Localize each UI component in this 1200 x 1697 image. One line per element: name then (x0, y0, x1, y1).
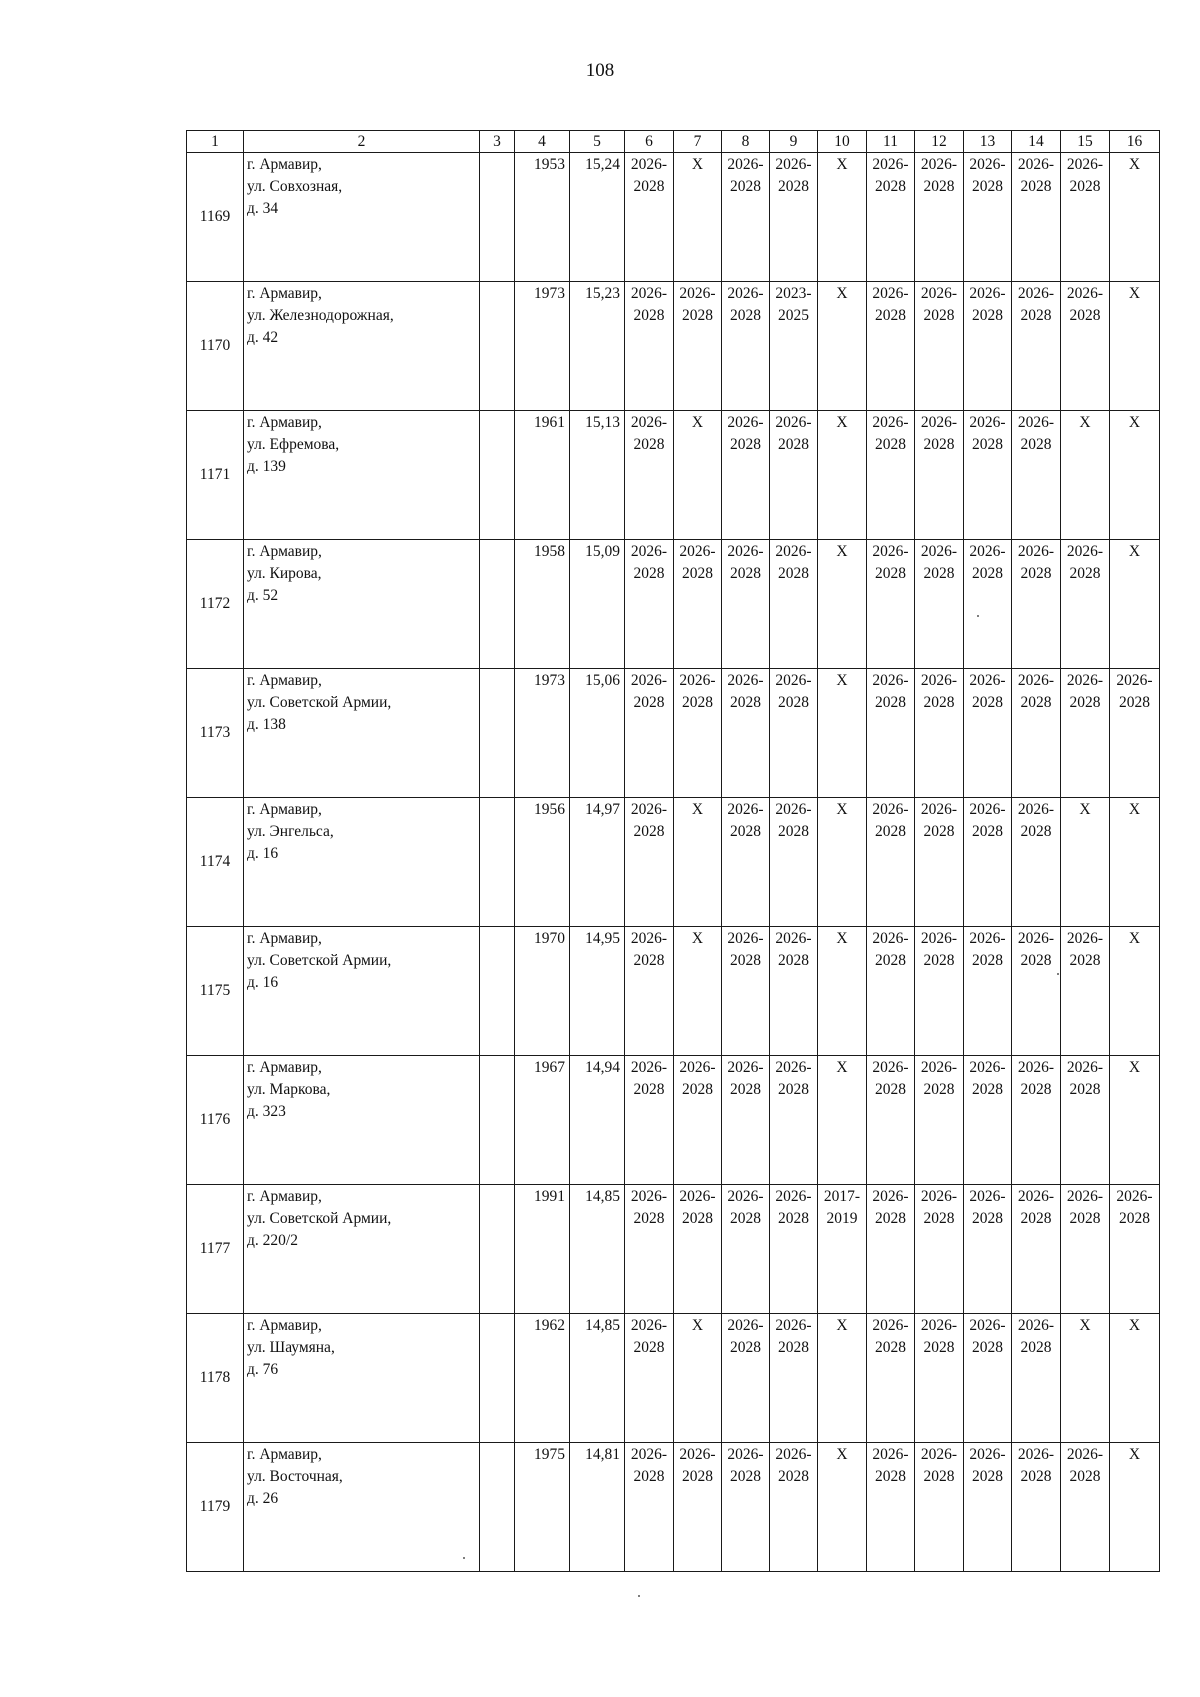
address-line: г. Армавир, (247, 672, 322, 689)
period-cell-col-10: X (818, 927, 867, 1056)
period-cell-col-16: 2026- 2028 (1110, 669, 1160, 798)
table-row (187, 1185, 1160, 1314)
page-number: 108 (585, 60, 615, 81)
value-cell: 14,95 (570, 927, 625, 1056)
period-cell-col-12: 2026- 2028 (915, 282, 964, 411)
period-cell-col-10: X (818, 282, 867, 411)
table-row (187, 540, 1160, 669)
table-body (187, 153, 1160, 1572)
period-cell-col-10: X (818, 153, 867, 282)
period-cell-col-8: 2026- 2028 (722, 153, 770, 282)
address-line: д. 26 (247, 1490, 279, 1507)
period-cell-col-15: 2026- 2028 (1061, 1443, 1110, 1572)
housing-table (186, 130, 1160, 1572)
address-line: д. 16 (247, 974, 279, 991)
period-cell-col-14: 2026- 2028 (1012, 1056, 1061, 1185)
address-line: г. Армавир, (247, 1188, 322, 1205)
period-cell-col-14: 2026- 2028 (1012, 540, 1061, 669)
period-cell-col-10: X (818, 411, 867, 540)
column-header-9: 9 (770, 131, 818, 153)
period-cell-col-10: X (818, 669, 867, 798)
period-cell-col-14: 2026- 2028 (1012, 153, 1061, 282)
period-cell-col-15: 2026- 2028 (1061, 540, 1110, 669)
period-cell-col-7: 2026- 2028 (674, 669, 722, 798)
period-cell-col-15: 2026- 2028 (1061, 1185, 1110, 1314)
address-line: д. 139 (247, 458, 286, 475)
period-cell-col-6: 2026- 2028 (625, 1314, 674, 1443)
address-line: ул. Энгельса, (247, 823, 334, 840)
period-cell-col-10: X (818, 540, 867, 669)
address-cell (244, 798, 480, 927)
period-cell-col-14: 2026- 2028 (1012, 798, 1061, 927)
column-3-cell (480, 927, 515, 1056)
address-line: ул. Совхозная, (247, 178, 343, 195)
period-cell-col-11: 2026- 2028 (867, 1056, 915, 1185)
address-line: д. 52 (247, 587, 279, 604)
address-line: д. 42 (247, 329, 279, 346)
address-cell (244, 153, 480, 282)
period-cell-col-13: 2026- 2028 (964, 153, 1012, 282)
address-cell (244, 669, 480, 798)
row-number: 1170 (187, 282, 244, 411)
table-row (187, 1314, 1160, 1443)
table-row (187, 798, 1160, 927)
period-cell-col-15: 2026- 2028 (1061, 1056, 1110, 1185)
period-cell-col-16: X (1110, 411, 1160, 540)
column-3-cell (480, 540, 515, 669)
period-cell-col-7: X (674, 798, 722, 927)
column-header-1: 1 (187, 131, 244, 153)
address-cell (244, 411, 480, 540)
column-header-12: 12 (915, 131, 964, 153)
period-cell-col-10: X (818, 1443, 867, 1572)
address-line: г. Армавир, (247, 1059, 322, 1076)
period-cell-col-11: 2026- 2028 (867, 927, 915, 1056)
period-cell-col-6: 2026- 2028 (625, 669, 674, 798)
address-cell (244, 1314, 480, 1443)
period-cell-col-13: 2026- 2028 (964, 282, 1012, 411)
period-cell-col-6: 2026- 2028 (625, 1443, 674, 1572)
address-line: г. Армавир, (247, 930, 322, 947)
period-cell-col-14: 2026- 2028 (1012, 282, 1061, 411)
period-cell-col-9: 2023- 2025 (770, 282, 818, 411)
column-header-8: 8 (722, 131, 770, 153)
period-cell-col-11: 2026- 2028 (867, 411, 915, 540)
address-line: д. 323 (247, 1103, 286, 1120)
period-cell-col-16: X (1110, 798, 1160, 927)
table-row (187, 669, 1160, 798)
period-cell-col-11: 2026- 2028 (867, 1185, 915, 1314)
period-cell-col-12: 2026- 2028 (915, 1314, 964, 1443)
period-cell-col-13: 2026- 2028 (964, 1314, 1012, 1443)
period-cell-col-15: 2026- 2028 (1061, 153, 1110, 282)
column-3-cell (480, 669, 515, 798)
row-number: 1175 (187, 927, 244, 1056)
column-header-3: 3 (480, 131, 515, 153)
period-cell-col-8: 2026- 2028 (722, 540, 770, 669)
address-line: д. 76 (247, 1361, 279, 1378)
year-cell: 1991 (515, 1185, 570, 1314)
period-cell-col-16: 2026- 2028 (1110, 1185, 1160, 1314)
value-cell: 15,23 (570, 282, 625, 411)
period-cell-col-9: 2026- 2028 (770, 927, 818, 1056)
period-cell-col-11: 2026- 2028 (867, 669, 915, 798)
period-cell-col-7: 2026- 2028 (674, 1056, 722, 1185)
period-cell-col-6: 2026- 2028 (625, 411, 674, 540)
year-cell: 1973 (515, 669, 570, 798)
year-cell: 1953 (515, 153, 570, 282)
scan-speck (977, 615, 979, 617)
address-line: г. Армавир, (247, 1317, 322, 1334)
period-cell-col-15: X (1061, 798, 1110, 927)
period-cell-col-14: 2026- 2028 (1012, 1443, 1061, 1572)
period-cell-col-13: 2026- 2028 (964, 1443, 1012, 1572)
address-cell (244, 282, 480, 411)
period-cell-col-8: 2026- 2028 (722, 1056, 770, 1185)
address-line: г. Армавир, (247, 285, 322, 302)
period-cell-col-16: X (1110, 540, 1160, 669)
year-cell: 1973 (515, 282, 570, 411)
period-cell-col-11: 2026- 2028 (867, 1443, 915, 1572)
year-cell: 1967 (515, 1056, 570, 1185)
address-line: ул. Восточная, (247, 1468, 343, 1485)
period-cell-col-13: 2026- 2028 (964, 669, 1012, 798)
period-cell-col-13: 2026- 2028 (964, 1056, 1012, 1185)
period-cell-col-11: 2026- 2028 (867, 798, 915, 927)
scan-speck (1057, 973, 1059, 975)
row-number: 1169 (187, 153, 244, 282)
value-cell: 15,13 (570, 411, 625, 540)
column-3-cell (480, 153, 515, 282)
column-3-cell (480, 1185, 515, 1314)
address-cell (244, 1185, 480, 1314)
row-number: 1179 (187, 1443, 244, 1572)
value-cell: 15,09 (570, 540, 625, 669)
address-line: д. 220/2 (247, 1232, 298, 1249)
address-line: г. Армавир, (247, 414, 322, 431)
column-header-4: 4 (515, 131, 570, 153)
value-cell: 15,24 (570, 153, 625, 282)
address-line: ул. Шаумяна, (247, 1339, 335, 1356)
period-cell-col-15: 2026- 2028 (1061, 669, 1110, 798)
period-cell-col-8: 2026- 2028 (722, 411, 770, 540)
value-cell: 14,97 (570, 798, 625, 927)
period-cell-col-11: 2026- 2028 (867, 1314, 915, 1443)
value-cell: 14,85 (570, 1185, 625, 1314)
column-3-cell (480, 1314, 515, 1443)
period-cell-col-14: 2026- 2028 (1012, 669, 1061, 798)
value-cell: 14,85 (570, 1314, 625, 1443)
period-cell-col-15: X (1061, 1314, 1110, 1443)
period-cell-col-16: X (1110, 927, 1160, 1056)
address-line: ул. Советской Армии, (247, 952, 392, 969)
address-line: г. Армавир, (247, 801, 322, 818)
column-header-6: 6 (625, 131, 674, 153)
period-cell-col-8: 2026- 2028 (722, 798, 770, 927)
period-cell-col-8: 2026- 2028 (722, 1185, 770, 1314)
period-cell-col-11: 2026- 2028 (867, 540, 915, 669)
period-cell-col-13: 2026- 2028 (964, 411, 1012, 540)
column-3-cell (480, 282, 515, 411)
column-header-10: 10 (818, 131, 867, 153)
period-cell-col-7: 2026- 2028 (674, 282, 722, 411)
period-cell-col-12: 2026- 2028 (915, 411, 964, 540)
period-cell-col-12: 2026- 2028 (915, 1185, 964, 1314)
column-header-2: 2 (244, 131, 480, 153)
period-cell-col-12: 2026- 2028 (915, 540, 964, 669)
column-3-cell (480, 411, 515, 540)
period-cell-col-15: X (1061, 411, 1110, 540)
year-cell: 1956 (515, 798, 570, 927)
column-header-15: 15 (1061, 131, 1110, 153)
column-3-cell (480, 798, 515, 927)
period-cell-col-7: 2026- 2028 (674, 1185, 722, 1314)
column-3-cell (480, 1056, 515, 1185)
column-header-7: 7 (674, 131, 722, 153)
address-line: д. 16 (247, 845, 279, 862)
period-cell-col-16: X (1110, 153, 1160, 282)
period-cell-col-6: 2026- 2028 (625, 1185, 674, 1314)
row-number: 1173 (187, 669, 244, 798)
period-cell-col-9: 2026- 2028 (770, 1185, 818, 1314)
period-cell-col-6: 2026- 2028 (625, 1056, 674, 1185)
table-row (187, 927, 1160, 1056)
row-number: 1171 (187, 411, 244, 540)
column-header-5: 5 (570, 131, 625, 153)
period-cell-col-13: 2026- 2028 (964, 927, 1012, 1056)
period-cell-col-10: X (818, 1056, 867, 1185)
address-line: ул. Советской Армии, (247, 1210, 392, 1227)
period-cell-col-10: X (818, 1314, 867, 1443)
address-line: ул. Железнодорожная, (247, 307, 394, 324)
period-cell-col-9: 2026- 2028 (770, 540, 818, 669)
period-cell-col-15: 2026- 2028 (1061, 927, 1110, 1056)
period-cell-col-9: 2026- 2028 (770, 1056, 818, 1185)
year-cell: 1970 (515, 927, 570, 1056)
period-cell-col-14: 2026- 2028 (1012, 1185, 1061, 1314)
year-cell: 1962 (515, 1314, 570, 1443)
period-cell-col-7: X (674, 927, 722, 1056)
period-cell-col-14: 2026- 2028 (1012, 927, 1061, 1056)
scan-speck (638, 1595, 640, 1597)
address-line: г. Армавир, (247, 543, 322, 560)
period-cell-col-12: 2026- 2028 (915, 1443, 964, 1572)
period-cell-col-16: X (1110, 1443, 1160, 1572)
period-cell-col-13: 2026- 2028 (964, 798, 1012, 927)
year-cell: 1975 (515, 1443, 570, 1572)
period-cell-col-6: 2026- 2028 (625, 282, 674, 411)
period-cell-col-7: 2026- 2028 (674, 1443, 722, 1572)
address-cell (244, 927, 480, 1056)
table-row (187, 153, 1160, 282)
period-cell-col-16: X (1110, 1314, 1160, 1443)
value-cell: 14,81 (570, 1443, 625, 1572)
table-row (187, 282, 1160, 411)
address-line: ул. Маркова, (247, 1081, 331, 1098)
table-row (187, 411, 1160, 540)
period-cell-col-12: 2026- 2028 (915, 798, 964, 927)
period-cell-col-8: 2026- 2028 (722, 1314, 770, 1443)
period-cell-col-12: 2026- 2028 (915, 669, 964, 798)
period-cell-col-8: 2026- 2028 (722, 669, 770, 798)
row-number: 1172 (187, 540, 244, 669)
period-cell-col-11: 2026- 2028 (867, 282, 915, 411)
row-number: 1176 (187, 1056, 244, 1185)
year-cell: 1961 (515, 411, 570, 540)
period-cell-col-10: 2017- 2019 (818, 1185, 867, 1314)
period-cell-col-16: X (1110, 282, 1160, 411)
column-3-cell (480, 1443, 515, 1572)
address-line: д. 138 (247, 716, 286, 733)
period-cell-col-6: 2026- 2028 (625, 153, 674, 282)
period-cell-col-16: X (1110, 1056, 1160, 1185)
period-cell-col-12: 2026- 2028 (915, 1056, 964, 1185)
period-cell-col-6: 2026- 2028 (625, 798, 674, 927)
year-cell: 1958 (515, 540, 570, 669)
period-cell-col-7: X (674, 153, 722, 282)
period-cell-col-8: 2026- 2028 (722, 282, 770, 411)
column-header-11: 11 (867, 131, 915, 153)
period-cell-col-9: 2026- 2028 (770, 669, 818, 798)
period-cell-col-14: 2026- 2028 (1012, 1314, 1061, 1443)
address-line: ул. Советской Армии, (247, 694, 392, 711)
period-cell-col-9: 2026- 2028 (770, 1443, 818, 1572)
period-cell-col-6: 2026- 2028 (625, 540, 674, 669)
address-cell (244, 540, 480, 669)
period-cell-col-8: 2026- 2028 (722, 1443, 770, 1572)
row-number: 1178 (187, 1314, 244, 1443)
table-row (187, 1443, 1160, 1572)
address-line: ул. Ефремова, (247, 436, 340, 453)
address-line: г. Армавир, (247, 156, 322, 173)
column-header-16: 16 (1110, 131, 1160, 153)
row-number: 1174 (187, 798, 244, 927)
column-number-row (187, 131, 1160, 153)
period-cell-col-9: 2026- 2028 (770, 153, 818, 282)
address-line: г. Армавир, (247, 1446, 322, 1463)
address-cell (244, 1443, 480, 1572)
address-line: ул. Кирова, (247, 565, 322, 582)
period-cell-col-13: 2026- 2028 (964, 540, 1012, 669)
row-number: 1177 (187, 1185, 244, 1314)
value-cell: 15,06 (570, 669, 625, 798)
period-cell-col-9: 2026- 2028 (770, 798, 818, 927)
period-cell-col-11: 2026- 2028 (867, 153, 915, 282)
period-cell-col-14: 2026- 2028 (1012, 411, 1061, 540)
period-cell-col-12: 2026- 2028 (915, 927, 964, 1056)
table-row (187, 1056, 1160, 1185)
period-cell-col-10: X (818, 798, 867, 927)
value-cell: 14,94 (570, 1056, 625, 1185)
column-header-13: 13 (964, 131, 1012, 153)
period-cell-col-15: 2026- 2028 (1061, 282, 1110, 411)
address-cell (244, 1056, 480, 1185)
column-header-14: 14 (1012, 131, 1061, 153)
period-cell-col-8: 2026- 2028 (722, 927, 770, 1056)
address-line: д. 34 (247, 200, 279, 217)
period-cell-col-7: X (674, 1314, 722, 1443)
period-cell-col-7: X (674, 411, 722, 540)
period-cell-col-6: 2026- 2028 (625, 927, 674, 1056)
period-cell-col-13: 2026- 2028 (964, 1185, 1012, 1314)
period-cell-col-7: 2026- 2028 (674, 540, 722, 669)
period-cell-col-12: 2026- 2028 (915, 153, 964, 282)
period-cell-col-9: 2026- 2028 (770, 1314, 818, 1443)
scan-speck (463, 1557, 465, 1559)
period-cell-col-9: 2026- 2028 (770, 411, 818, 540)
